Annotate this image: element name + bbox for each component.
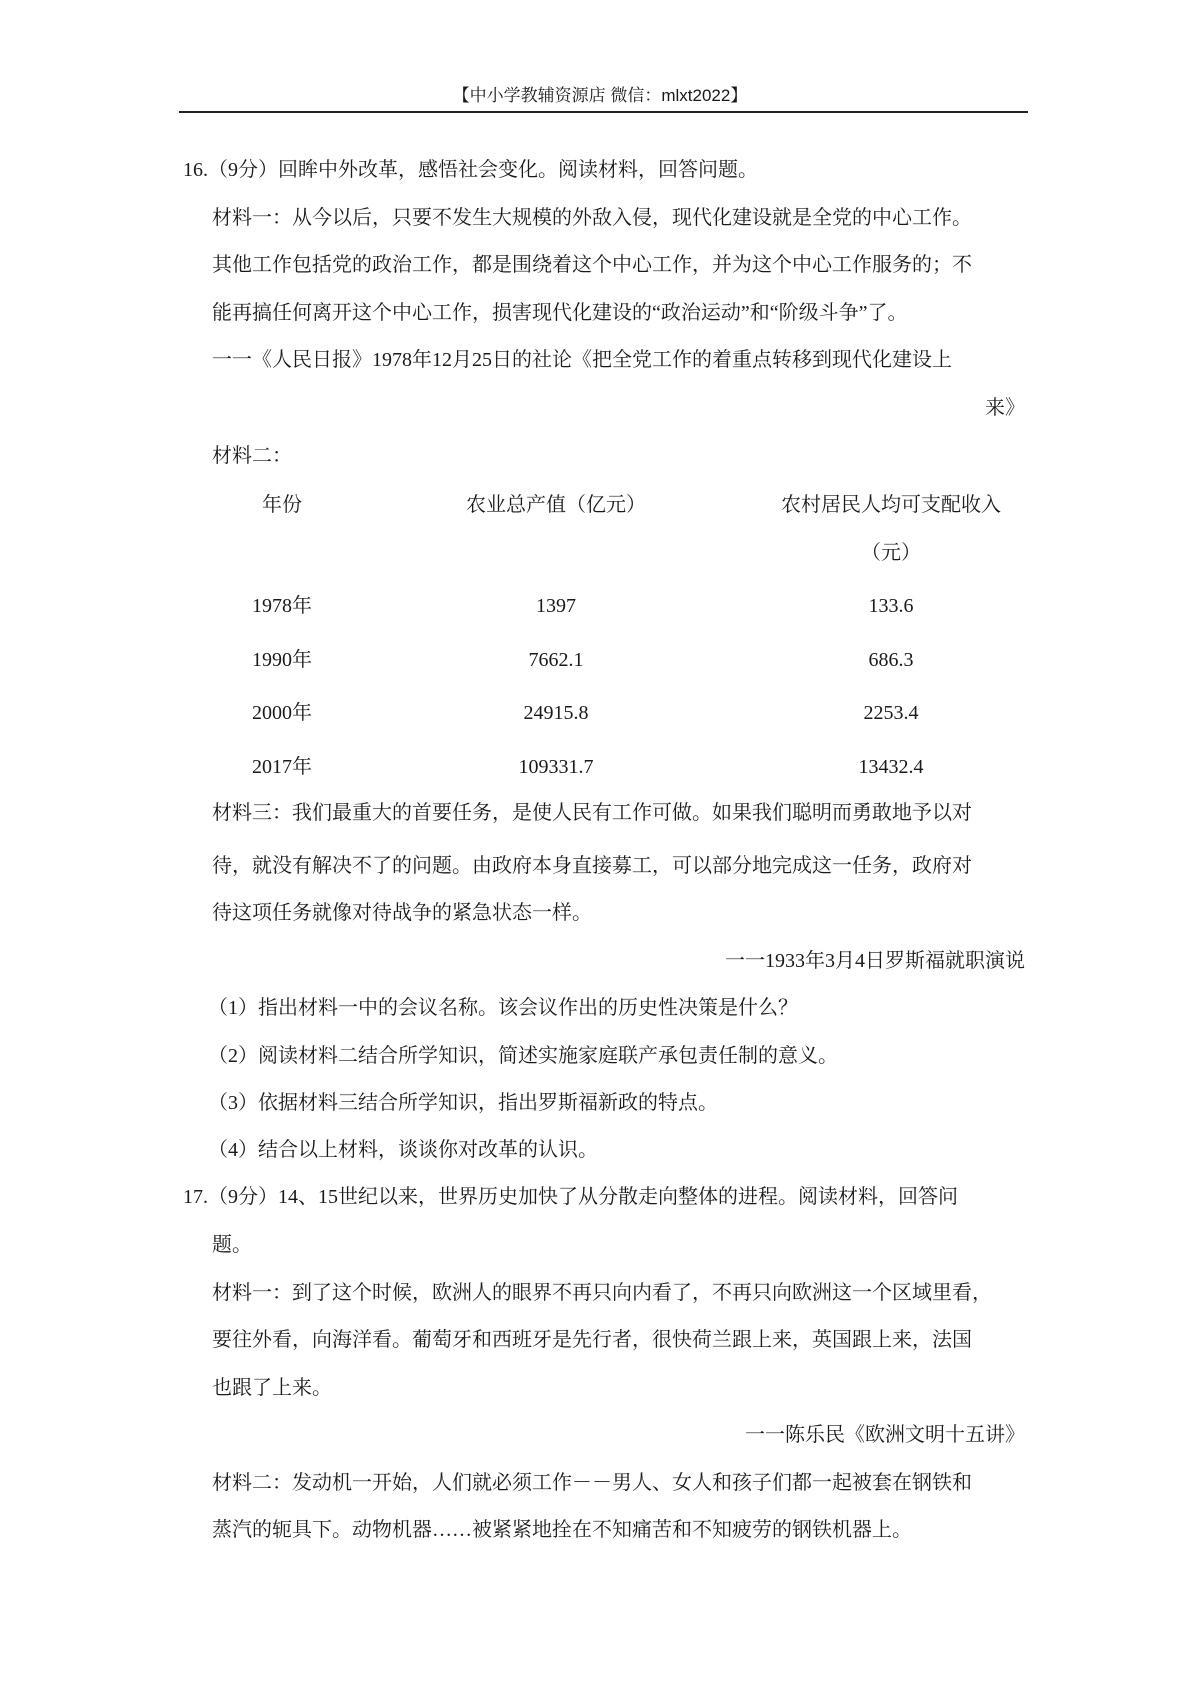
sub-question: （1）指出材料一中的会议名称。该会议作出的历史性决策是什么？ <box>208 997 798 1019</box>
material-source: 一一《人民日报》1978年12月25日的社论《把全党工作的着重点转移到现代化建设上 <box>212 349 952 371</box>
sub-question: （4）结合以上材料，谈谈你对改革的认识。 <box>208 1139 598 1161</box>
table-header: （元） <box>861 542 921 564</box>
material-text: 其他工作包括党的政治工作，都是围绕着这个中心工作，并为这个中心工作服务的；不 <box>212 254 972 276</box>
material-source: 一一1933年3月4日罗斯福就职演说 <box>725 950 1025 972</box>
material-label: 材料二： <box>212 445 292 467</box>
table-cell: 2253.4 <box>863 702 919 724</box>
table-cell: 13432.4 <box>858 756 924 778</box>
table-cell: 2000年 <box>252 702 312 724</box>
material-text: 蒸汽的轭具下。动物机器……被紧紧地拴在不知痛苦和不知疲劳的钢铁机器上。 <box>212 1519 912 1541</box>
table-header: 农村居民人均可支配收入 <box>781 494 1001 516</box>
material-text: 能再搞任何离开这个中心工作，损害现代化建设的“政治运动”和“阶级斗争”了。 <box>212 302 908 324</box>
material-source: 来》 <box>985 397 1025 419</box>
table-header: 年份 <box>262 494 302 516</box>
page-header: 【中小学教辅资源店 微信：mlxt2022】 <box>452 86 748 105</box>
material-text: 待这项任务就像对待战争的紧急状态一样。 <box>212 902 592 924</box>
material-text: 材料一：到了这个时候，欧洲人的眼界不再只向内看了，不再只向欧洲这一个区域里看， <box>212 1282 992 1304</box>
sub-question: （2）阅读材料二结合所学知识，简述实施家庭联产承包责任制的意义。 <box>208 1045 838 1067</box>
sub-question: （3）依据材料三结合所学知识，指出罗斯福新政的特点。 <box>208 1092 718 1114</box>
table-cell: 686.3 <box>868 649 914 671</box>
question-title: 题。 <box>212 1234 252 1256</box>
header-rule <box>179 111 1028 113</box>
table-cell: 1978年 <box>252 595 312 617</box>
question-title: 17.（9分）14、15世纪以来，世界历史加快了从分散走向整体的进程。阅读材料，回答问 <box>183 1186 958 1208</box>
material-text: 材料三：我们最重大的首要任务，是使人民有工作可做。如果我们聪明而勇敢地予以对 <box>212 802 972 824</box>
table-cell: 7662.1 <box>528 649 584 671</box>
question-title: 16.（9分）回眸中外改革，感悟社会变化。阅读材料，回答问题。 <box>183 159 758 181</box>
material-text: 材料一：从今以后，只要不发生大规模的外敌入侵，现代化建设就是全党的中心工作。 <box>212 207 972 229</box>
table-cell: 109331.7 <box>518 756 594 778</box>
table-cell: 1397 <box>536 595 576 617</box>
table-cell: 1990年 <box>252 649 312 671</box>
material-text: 材料二：发动机一开始，人们就必须工作－－男人、女人和孩子们都一起被套在钢铁和 <box>212 1472 972 1494</box>
material-text: 要往外看，向海洋看。葡萄牙和西班牙是先行者，很快荷兰跟上来，英国跟上来，法国 <box>212 1329 972 1351</box>
table-cell: 2017年 <box>252 756 312 778</box>
table-cell: 24915.8 <box>523 702 589 724</box>
table-header: 农业总产值（亿元） <box>466 494 646 516</box>
material-source: 一一陈乐民《欧洲文明十五讲》 <box>745 1424 1025 1446</box>
material-text: 待，就没有解决不了的问题。由政府本身直接募工，可以部分地完成这一任务，政府对 <box>212 855 972 877</box>
material-text: 也跟了上来。 <box>212 1377 332 1399</box>
table-cell: 133.6 <box>868 595 914 617</box>
